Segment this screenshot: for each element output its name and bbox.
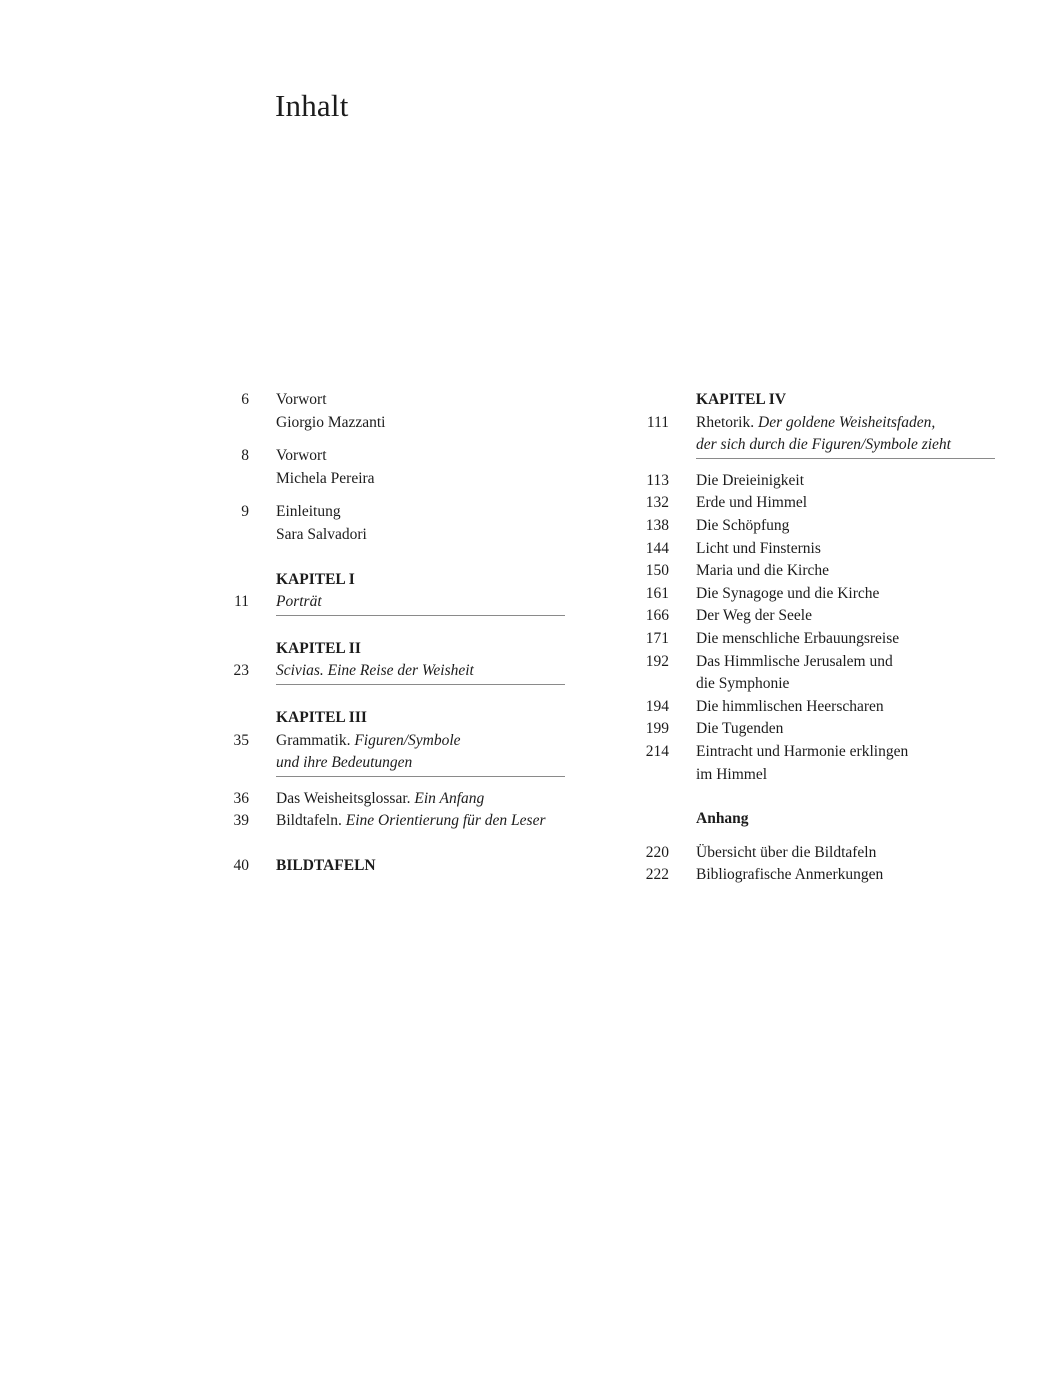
page-number: 111	[646, 413, 669, 431]
page-number: 192	[645, 652, 669, 670]
page-number: 11	[234, 593, 249, 611]
entry-title: Die himmlischen Heerscharen	[696, 697, 884, 715]
page-number: 6	[241, 391, 249, 408]
entry-title: Licht und Finsternis	[696, 539, 821, 557]
entry-title: Vorwort	[276, 447, 327, 465]
entry-subtitle: Der goldene Weisheitsfaden,	[758, 413, 936, 431]
appendix-entry-list	[640, 842, 995, 887]
entry-title: Erde und Himmel	[696, 494, 808, 512]
toc-entry[interactable]	[640, 651, 995, 696]
toc-entry[interactable]	[640, 718, 995, 741]
toc-entry[interactable]	[640, 864, 995, 887]
page-number: 214	[645, 742, 669, 760]
toc-entry[interactable]	[640, 628, 995, 651]
entry-subtitle-cont: und ihre Bedeutungen	[276, 754, 413, 772]
entry-title-cont: die Symphonie	[696, 675, 790, 693]
entry-title: Maria und die Kirche	[696, 562, 829, 580]
toc-entry[interactable]	[640, 696, 995, 719]
entry-title: Rhetorik.	[696, 413, 755, 431]
page-number: 220	[645, 843, 669, 861]
page-number: 150	[645, 562, 669, 580]
toc-entry[interactable]	[640, 470, 995, 493]
toc-entry-bildtafeln[interactable]	[225, 855, 565, 878]
toc-left-column	[225, 389, 565, 878]
page-number: 161	[645, 584, 669, 602]
page-number: 132	[645, 494, 669, 512]
entry-title: Das Himmlische Jerusalem und	[696, 652, 893, 670]
entry-title: Übersicht über die Bildtafeln	[696, 843, 877, 861]
appendix-heading: Anhang	[696, 810, 749, 828]
toc-right-column	[640, 389, 995, 887]
toc-entry-kapitel-3[interactable]	[225, 730, 565, 775]
chapter-heading-1: KAPITEL I	[276, 570, 355, 588]
page-number: 194	[645, 697, 669, 715]
toc-entry[interactable]	[640, 605, 995, 628]
page-number: 8	[241, 447, 249, 465]
divider	[276, 615, 565, 616]
entry-title: Die Synagoge und die Kirche	[696, 584, 880, 602]
page-number: 222	[645, 866, 669, 884]
entry-title: Die menschliche Erbauungsreise	[696, 629, 900, 647]
entry-subtitle-cont: der sich durch die Figuren/Symbole zieht	[696, 436, 951, 454]
toc-entry[interactable]	[640, 515, 995, 538]
page-number: 171	[645, 629, 669, 647]
entry-title: Eintracht und Harmonie erklingen	[696, 742, 909, 760]
toc-entry[interactable]	[640, 560, 995, 583]
toc-entry[interactable]	[640, 741, 995, 786]
entry-title: Bibliografische Anmerkungen	[696, 866, 884, 884]
toc-entry-weisheitsglossar[interactable]: 36 Das Weisheitsglossar. Ein Anfang	[225, 788, 565, 811]
entry-subtitle: Figuren/Symbole	[354, 731, 461, 749]
chapter-heading-4: KAPITEL IV	[696, 391, 787, 408]
page-number: 166	[645, 607, 669, 625]
page-number: 144	[645, 539, 669, 557]
toc-entry-kapitel-2[interactable]	[225, 660, 565, 683]
toc-entry-kapitel-4[interactable]	[640, 412, 995, 457]
entry-author: Giorgio Mazzanti	[276, 413, 386, 431]
divider	[696, 458, 995, 459]
entry-title-cont: im Himmel	[696, 765, 768, 783]
page-number: 113	[646, 471, 669, 489]
entry-title: Der Weg der Seele	[696, 607, 812, 625]
page-number: 138	[645, 516, 669, 534]
entry-title: Grammatik.	[276, 731, 351, 749]
page-number: 23	[233, 662, 249, 680]
toc-entry[interactable]	[640, 492, 995, 515]
entry-title: Porträt	[276, 593, 322, 611]
page-title: Inhalt	[275, 88, 349, 123]
page-number: 9	[241, 503, 249, 521]
toc-entry-bildtafeln-orientierung[interactable]: 39 Bildtafeln. Eine Orientierung für den Leser	[225, 810, 565, 833]
toc-entry[interactable]	[640, 538, 995, 561]
entry-title: Die Dreieinigkeit	[696, 471, 805, 489]
entry-title: Scivias. Eine Reise der Weisheit	[276, 662, 474, 680]
entry-author: Michela Pereira	[276, 469, 375, 487]
entry-title: Einleitung	[276, 503, 341, 521]
page-number: 35	[233, 731, 249, 749]
toc-entry-einleitung[interactable]	[225, 501, 565, 546]
toc-entry-kapitel-1[interactable]	[225, 591, 565, 614]
toc-entry-list	[640, 470, 995, 786]
chapter-heading-2: KAPITEL II	[276, 639, 361, 657]
toc-entry[interactable]	[640, 842, 995, 865]
toc-entry[interactable]	[640, 583, 995, 606]
entry-title: Vorwort	[276, 391, 327, 408]
entry-author: Sara Salvadori	[276, 525, 367, 543]
entry-title: Die Tugenden	[696, 720, 784, 738]
entry-title: BILDTAFELN	[276, 856, 376, 874]
page-number: 199	[645, 720, 669, 738]
toc-entry-vorwort-1[interactable]	[225, 389, 565, 434]
divider	[276, 776, 565, 777]
entry-title: Die Schöpfung	[696, 516, 790, 534]
page-number: 36	[233, 789, 249, 807]
divider	[276, 684, 565, 685]
chapter-heading-3: KAPITEL III	[276, 708, 367, 726]
page-number: 39	[233, 812, 249, 830]
toc-entry-vorwort-2[interactable]	[225, 445, 565, 490]
page-number: 40	[233, 856, 249, 874]
